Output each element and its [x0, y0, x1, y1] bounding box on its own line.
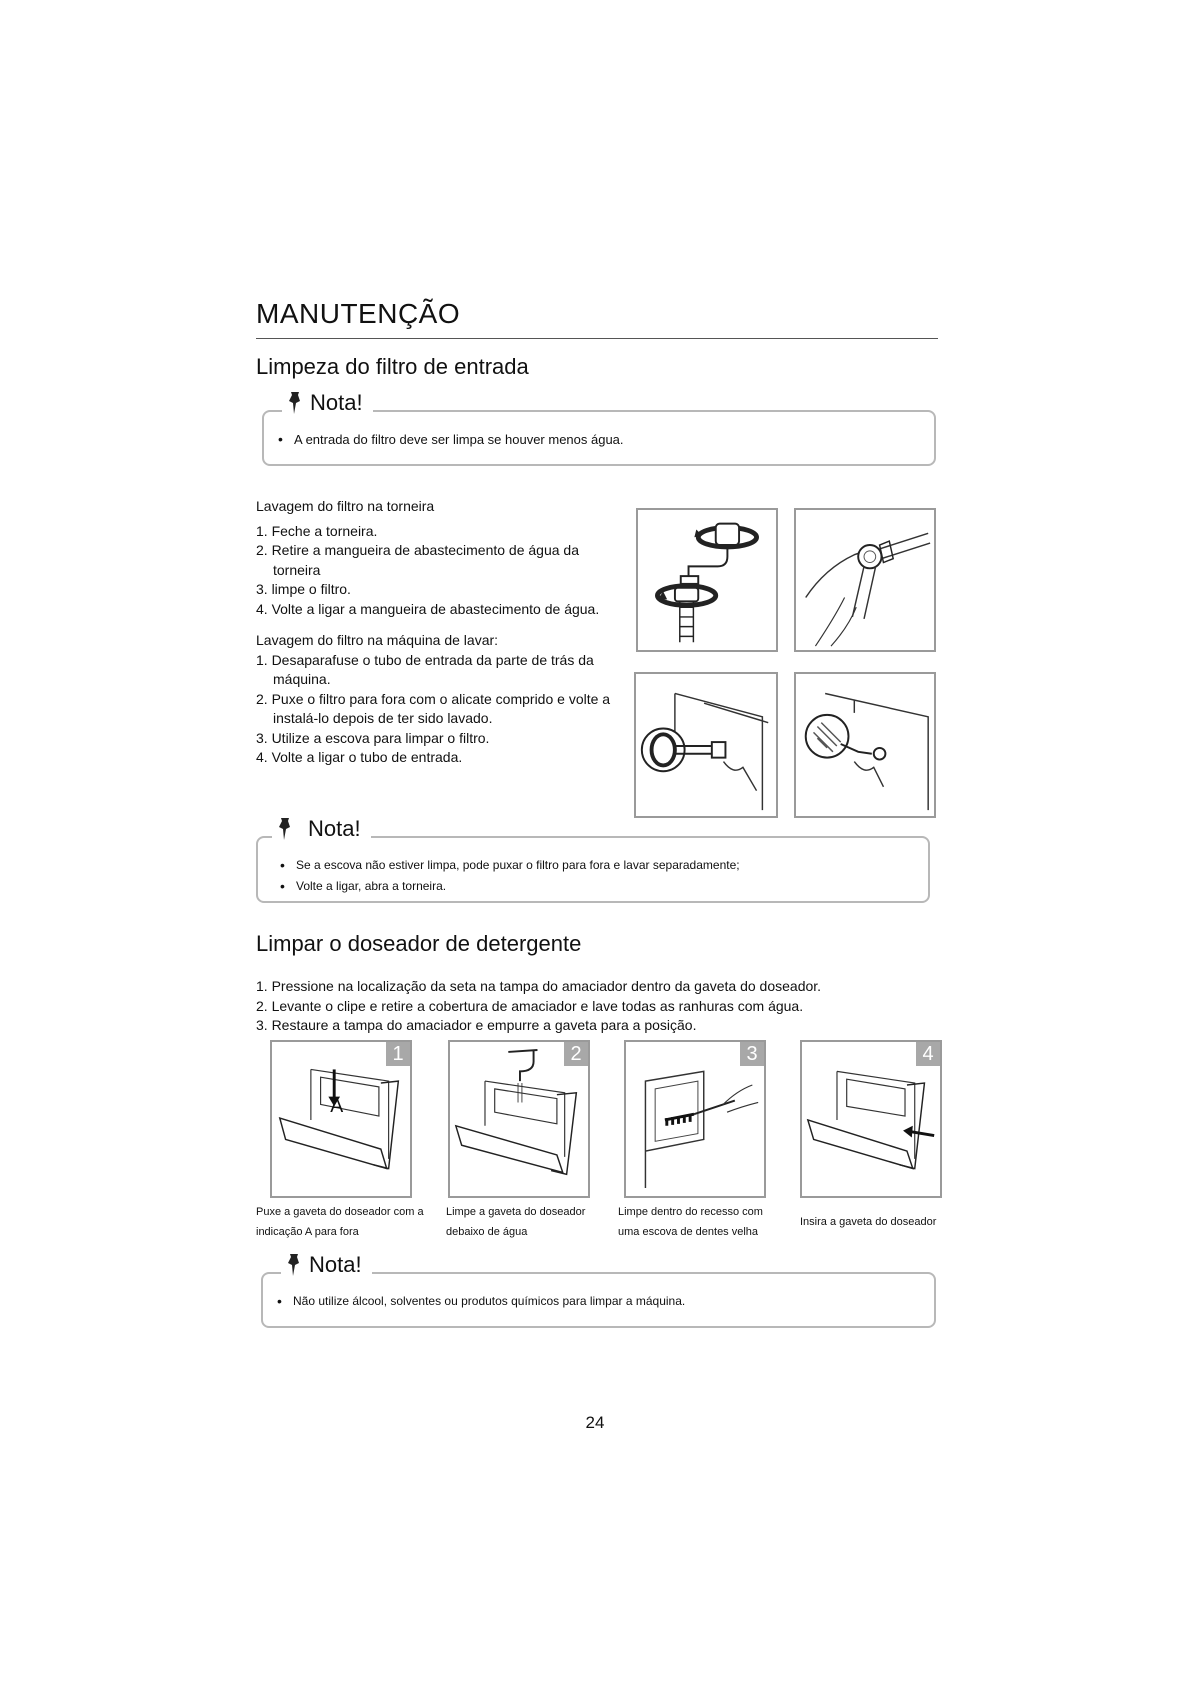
list-item: 2. Retire a mangueira de abastecimento de água da torneira [256, 542, 579, 578]
note-item: • Não utilize álcool, solventes ou produtos químicos para limpar a máquina. [271, 1291, 685, 1312]
caption-line: uma escova de dentes velha [618, 1226, 759, 1238]
list-item: 4. Volte a ligar o tubo de entrada. [256, 749, 463, 765]
figure-caption-1 [256, 1202, 442, 1242]
note-item: • Se a escova não estiver limpa, pode puxar o filtro para fora e lavar separadamente; [274, 855, 740, 876]
list-item: 4. Volte a ligar a mangueira de abastecimento de água. [256, 600, 600, 617]
note-item: • Volte a ligar, abra a torneira. [274, 876, 740, 897]
figure-dispenser-step-4 [800, 1040, 942, 1198]
section-heading-detergent-dispenser: Limpar o doseador de detergente [256, 931, 582, 956]
machine-back-illustration [636, 674, 776, 816]
figure-dispenser-step-2 [448, 1040, 590, 1198]
note-box [261, 1252, 936, 1328]
section-heading-inlet-filter: Limpeza do filtro de entrada [256, 354, 529, 379]
note-header [282, 390, 373, 416]
pushpin-icon [276, 817, 294, 841]
tap-wash-instructions [256, 497, 628, 619]
callout-a: A [330, 1095, 344, 1118]
list-item: 2. Puxe o filtro para fora com o alicate comprido e volte a instalá-lo depois de ter sido lavado. [256, 690, 611, 726]
figure-machine-unscrew-inlet [634, 672, 778, 818]
figure-tap-unscrew-hose [636, 508, 778, 652]
list-item: 3. limpe o filtro. [256, 581, 351, 597]
list-item: 2. Levante o clipe e retire a cobertura de amaciador e lave todas as ranhuras com água. [256, 997, 804, 1014]
note-box [256, 816, 930, 903]
figure-caption-2 [446, 1202, 616, 1242]
list-item: 1. Desaparafuse o tubo de entrada da parte de trás da máquina. [256, 651, 594, 687]
pushpin-icon [286, 391, 304, 415]
list-item: 1. Pressione na localização da seta na tampa do amaciador dentro da gaveta do doseador. [256, 978, 822, 994]
dispenser-instructions [256, 977, 936, 1036]
note-item: • A entrada do filtro deve ser limpa se houver menos água. [272, 429, 624, 450]
figure-brush-hose-filter [794, 508, 936, 652]
list-item: 3. Utilize a escova para limpar o filtro. [256, 729, 490, 746]
figure-caption-4 [800, 1212, 960, 1232]
machine-wash-instructions [256, 631, 628, 768]
step-badge: 1 [386, 1042, 410, 1066]
note-label: Nota! [309, 1252, 362, 1277]
step-badge: 3 [740, 1042, 764, 1066]
figure-caption-3 [618, 1202, 790, 1242]
note-box [262, 390, 936, 466]
figure-brush-inlet-filter [794, 672, 936, 818]
caption-line: indicação A para fora [256, 1226, 359, 1238]
step-badge: 4 [916, 1042, 940, 1066]
note-label: Nota! [310, 390, 363, 415]
page-title: MANUTENÇÃO [256, 298, 461, 329]
note-label: Nota! [308, 816, 361, 841]
tap-hose-illustration [638, 510, 776, 650]
title-divider [256, 338, 938, 339]
page-number: 24 [585, 1413, 605, 1432]
caption-line: debaixo de água [446, 1226, 528, 1238]
tap-wash-title: Lavagem do filtro na torneira [256, 498, 435, 514]
caption-line: Limpe dentro do recesso com [618, 1206, 763, 1218]
machine-wash-title: Lavagem do filtro na máquina de lavar: [256, 632, 499, 648]
caption-line: Limpe a gaveta do doseador [446, 1206, 586, 1218]
hand-brush-illustration [796, 510, 934, 650]
caption-line: Insira a gaveta do doseador [800, 1216, 937, 1228]
list-item: 3. Restaure a tampa do amaciador e empurre a gaveta para a posição. [256, 1017, 697, 1033]
figure-dispenser-step-3 [624, 1040, 766, 1198]
pushpin-icon [285, 1253, 303, 1277]
note-header [281, 1252, 372, 1278]
note-header [272, 816, 371, 842]
figure-dispenser-step-1 [270, 1040, 412, 1198]
machine-brush-illustration [796, 674, 934, 816]
list-item: 1. Feche a torneira. [256, 522, 378, 539]
caption-line: Puxe a gaveta do doseador com a [256, 1206, 424, 1218]
step-badge: 2 [564, 1042, 588, 1066]
